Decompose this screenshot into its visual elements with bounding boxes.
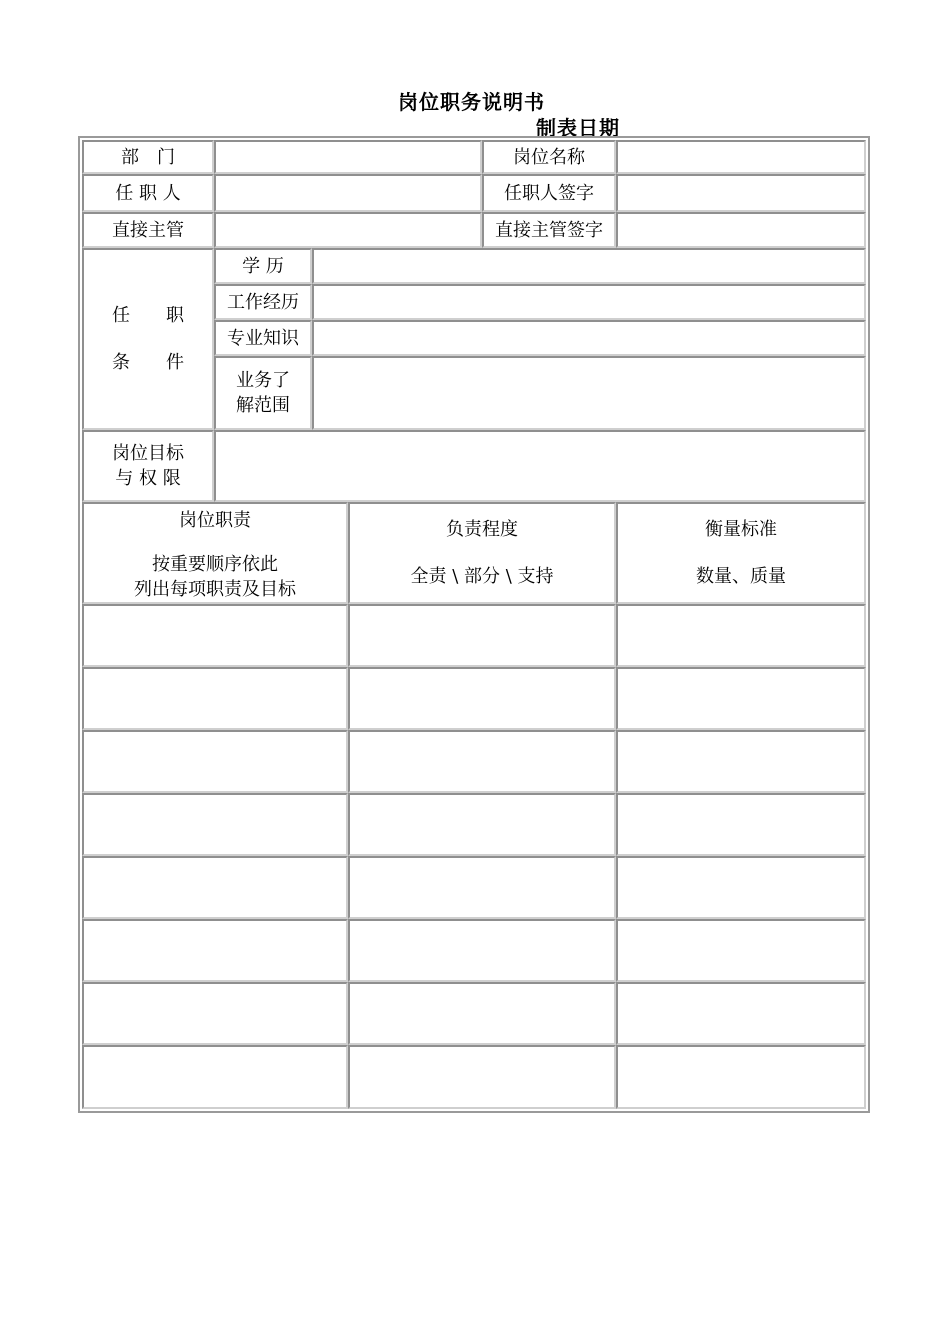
duty-cell[interactable]	[82, 667, 348, 730]
duties-col1-line2: 按重要顺序依此	[152, 554, 278, 575]
knowledge-value[interactable]	[312, 320, 866, 356]
dept-label: 部 门	[82, 140, 214, 174]
duties-header-col3	[616, 502, 866, 604]
knowledge-label: 专业知识	[214, 320, 312, 356]
duties-col2-line2: 全责 \ 部分 \ 支持	[410, 566, 554, 587]
duty-cell[interactable]	[82, 730, 348, 793]
standard-cell[interactable]	[616, 856, 866, 919]
education-value[interactable]	[312, 248, 866, 284]
post-name-value[interactable]	[616, 140, 866, 174]
standard-cell[interactable]	[616, 604, 866, 667]
experience-value[interactable]	[312, 284, 866, 320]
degree-cell[interactable]	[348, 604, 616, 667]
duty-cell[interactable]	[82, 604, 348, 667]
degree-cell[interactable]	[348, 667, 616, 730]
qualification-label-line1: 任 职	[112, 305, 184, 326]
standard-cell[interactable]	[616, 730, 866, 793]
standard-cell[interactable]	[616, 667, 866, 730]
duties-col3-line1: 衡量标准	[705, 519, 777, 540]
duty-cell[interactable]	[82, 919, 348, 982]
duty-cell[interactable]	[82, 1045, 348, 1109]
duties-col2-line1: 负责程度	[446, 519, 518, 540]
duties-col1-line3: 列出每项职责及目标	[134, 579, 296, 600]
dept-value[interactable]	[214, 140, 482, 174]
supervisor-sign-label: 直接主管签字	[482, 212, 616, 248]
holder-sign-label: 任职人签字	[482, 174, 616, 212]
post-name-label: 岗位名称	[482, 140, 616, 174]
standard-cell[interactable]	[616, 1045, 866, 1109]
page-title: 岗位职务说明书	[398, 90, 545, 114]
standard-cell[interactable]	[616, 982, 866, 1045]
degree-cell[interactable]	[348, 1045, 616, 1109]
scope-label-line1: 业务了	[236, 370, 290, 391]
holder-label: 任 职 人	[82, 174, 214, 212]
date-label: 制表日期	[536, 116, 620, 140]
degree-cell[interactable]	[348, 730, 616, 793]
scope-value[interactable]	[312, 356, 866, 430]
holder-value[interactable]	[214, 174, 482, 212]
goal-label	[82, 430, 214, 502]
duty-cell[interactable]	[82, 793, 348, 856]
scope-label	[214, 356, 312, 430]
goal-value[interactable]	[214, 430, 866, 502]
qualification-label	[82, 248, 214, 430]
degree-cell[interactable]	[348, 919, 616, 982]
degree-cell[interactable]	[348, 856, 616, 919]
goal-label-line1: 岗位目标	[112, 443, 184, 464]
degree-cell[interactable]	[348, 793, 616, 856]
scope-label-line2: 解范围	[236, 395, 290, 416]
standard-cell[interactable]	[616, 919, 866, 982]
standard-cell[interactable]	[616, 793, 866, 856]
duties-header-col1	[82, 502, 348, 604]
duty-cell[interactable]	[82, 856, 348, 919]
holder-sign-value[interactable]	[616, 174, 866, 212]
supervisor-sign-value[interactable]	[616, 212, 866, 248]
duties-col3-line2: 数量、质量	[696, 566, 786, 587]
goal-label-line2: 与 权 限	[115, 468, 181, 489]
qualification-label-line2: 条 件	[112, 352, 184, 373]
supervisor-label: 直接主管	[82, 212, 214, 248]
duty-cell[interactable]	[82, 982, 348, 1045]
supervisor-value[interactable]	[214, 212, 482, 248]
duties-header-col2	[348, 502, 616, 604]
duties-col1-line1: 岗位职责	[179, 510, 251, 531]
education-label: 学 历	[214, 248, 312, 284]
degree-cell[interactable]	[348, 982, 616, 1045]
experience-label: 工作经历	[214, 284, 312, 320]
